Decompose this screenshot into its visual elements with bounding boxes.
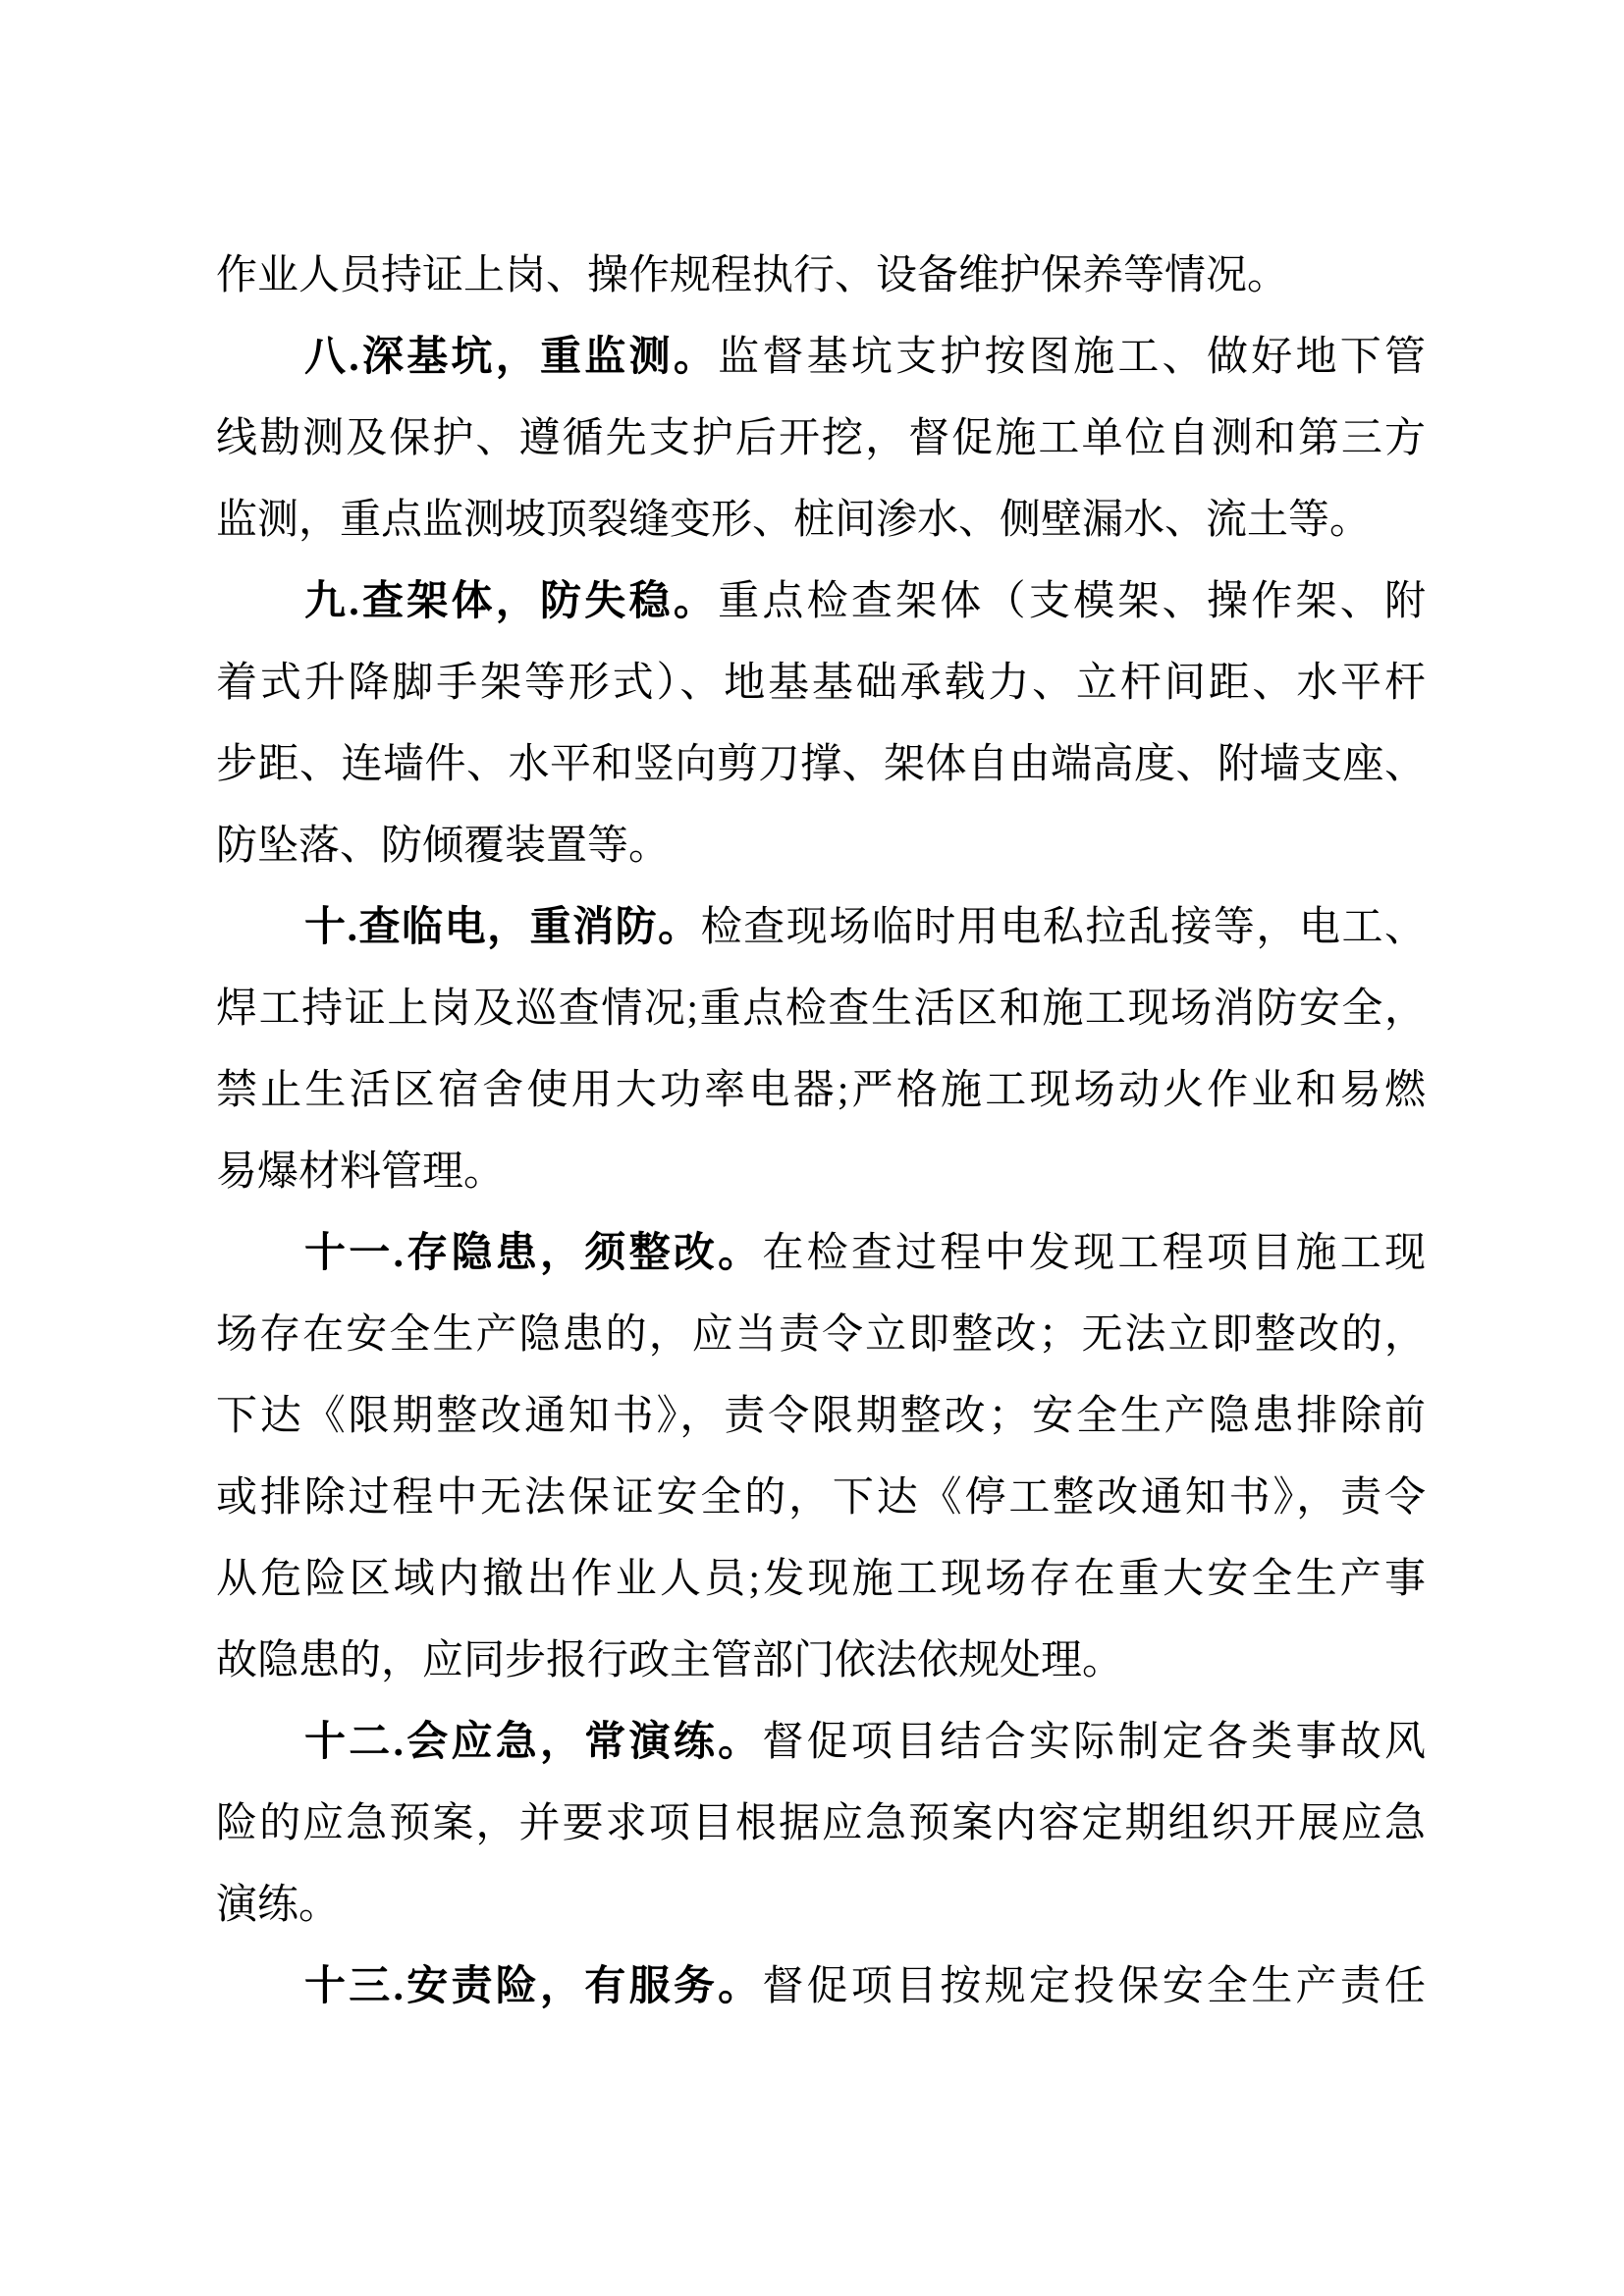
line-body-text: 督促项目按规定投保安全生产责任 [762,1964,1426,2009]
text-line [216,1784,1426,1865]
text-line [216,724,1426,806]
line-body-text: 从危险区域内撤出作业人员;发现施工现场存在重大安全生产事 [216,1557,1426,1602]
text-line [216,887,1426,969]
paragraph-number-heading: 十二.会应急，常演练。 [304,1720,763,1765]
line-body-text: 险的应急预案，并要求项目根据应急预案内容定期组织开展应急 [216,1801,1426,1846]
line-body-text: 演练。 [216,1883,341,1928]
paragraph-number-heading: 十三.安责险，有服务。 [304,1964,763,2009]
text-line [216,1539,1426,1621]
text-line [216,1132,1426,1213]
line-body-text: 易爆材料管理。 [216,1149,506,1195]
line-body-text: 场存在安全生产隐患的，应当责令立即整改；无法立即整改的， [216,1312,1426,1358]
line-body-text: 作业人员持证上岗、操作规程执行、设备维护保养等情况。 [216,253,1289,298]
line-body-text: 防坠落、防倾覆装置等。 [216,824,671,869]
line-body-text: 检查现场临时用电私拉乱接等，电工、 [700,905,1426,950]
line-body-text: 在检查过程中发现工程项目施工现 [762,1231,1426,1276]
text-line [216,969,1426,1050]
line-body-text: 重点检查架体（支模架、操作架、附 [718,579,1426,624]
text-line [216,236,1426,317]
line-body-text: 监督基坑支护按图施工、做好地下管 [718,335,1426,380]
paragraph-number-heading: 十一.存隐患，须整改。 [304,1231,763,1276]
text-line [216,317,1426,399]
text-line [216,480,1426,561]
text-line [216,1621,1426,1702]
text-line [216,1050,1426,1132]
text-line [216,1947,1426,2028]
text-line [216,1213,1426,1295]
line-body-text: 监测，重点监测坡顶裂缝变形、桩间渗水、侧壁漏水、流土等。 [216,498,1372,543]
text-line [216,1295,1426,1376]
paragraph-number-heading: 十.查临电，重消防。 [304,905,701,950]
text-line [216,1702,1426,1784]
line-body-text: 督促项目结合实际制定各类事故风 [762,1720,1426,1765]
text-line [216,1458,1426,1539]
text-line [216,399,1426,480]
line-body-text: 焊工持证上岗及巡查情况;重点检查生活区和施工现场消防安全， [216,987,1426,1032]
text-line [216,561,1426,643]
text-line [216,643,1426,724]
line-body-text: 着式升降脚手架等形式）、地基基础承载力、立杆间距、水平杆 [216,661,1426,706]
line-body-text: 禁止生活区宿舍使用大功率电器;严格施工现场动火作业和易燃 [216,1068,1426,1113]
paragraph-number-heading: 八.深基坑，重监测。 [304,335,719,380]
line-body-text: 故隐患的，应同步报行政主管部门依法依规处理。 [216,1638,1124,1683]
text-line [216,1865,1426,1947]
text-line [216,1376,1426,1458]
line-body-text: 线勘测及保护、遵循先支护后开挖，督促施工单位自测和第三方 [216,416,1426,461]
text-line [216,806,1426,887]
line-body-text: 步距、连墙件、水平和竖向剪刀撑、架体自由端高度、附墙支座、 [216,742,1426,787]
paragraph-number-heading: 九.查架体，防失稳。 [304,579,719,624]
line-body-text: 或排除过程中无法保证安全的，下达《停工整改通知书》，责令 [216,1475,1426,1521]
line-body-text: 下达《限期整改通知书》，责令限期整改；安全生产隐患排除前 [216,1394,1426,1439]
